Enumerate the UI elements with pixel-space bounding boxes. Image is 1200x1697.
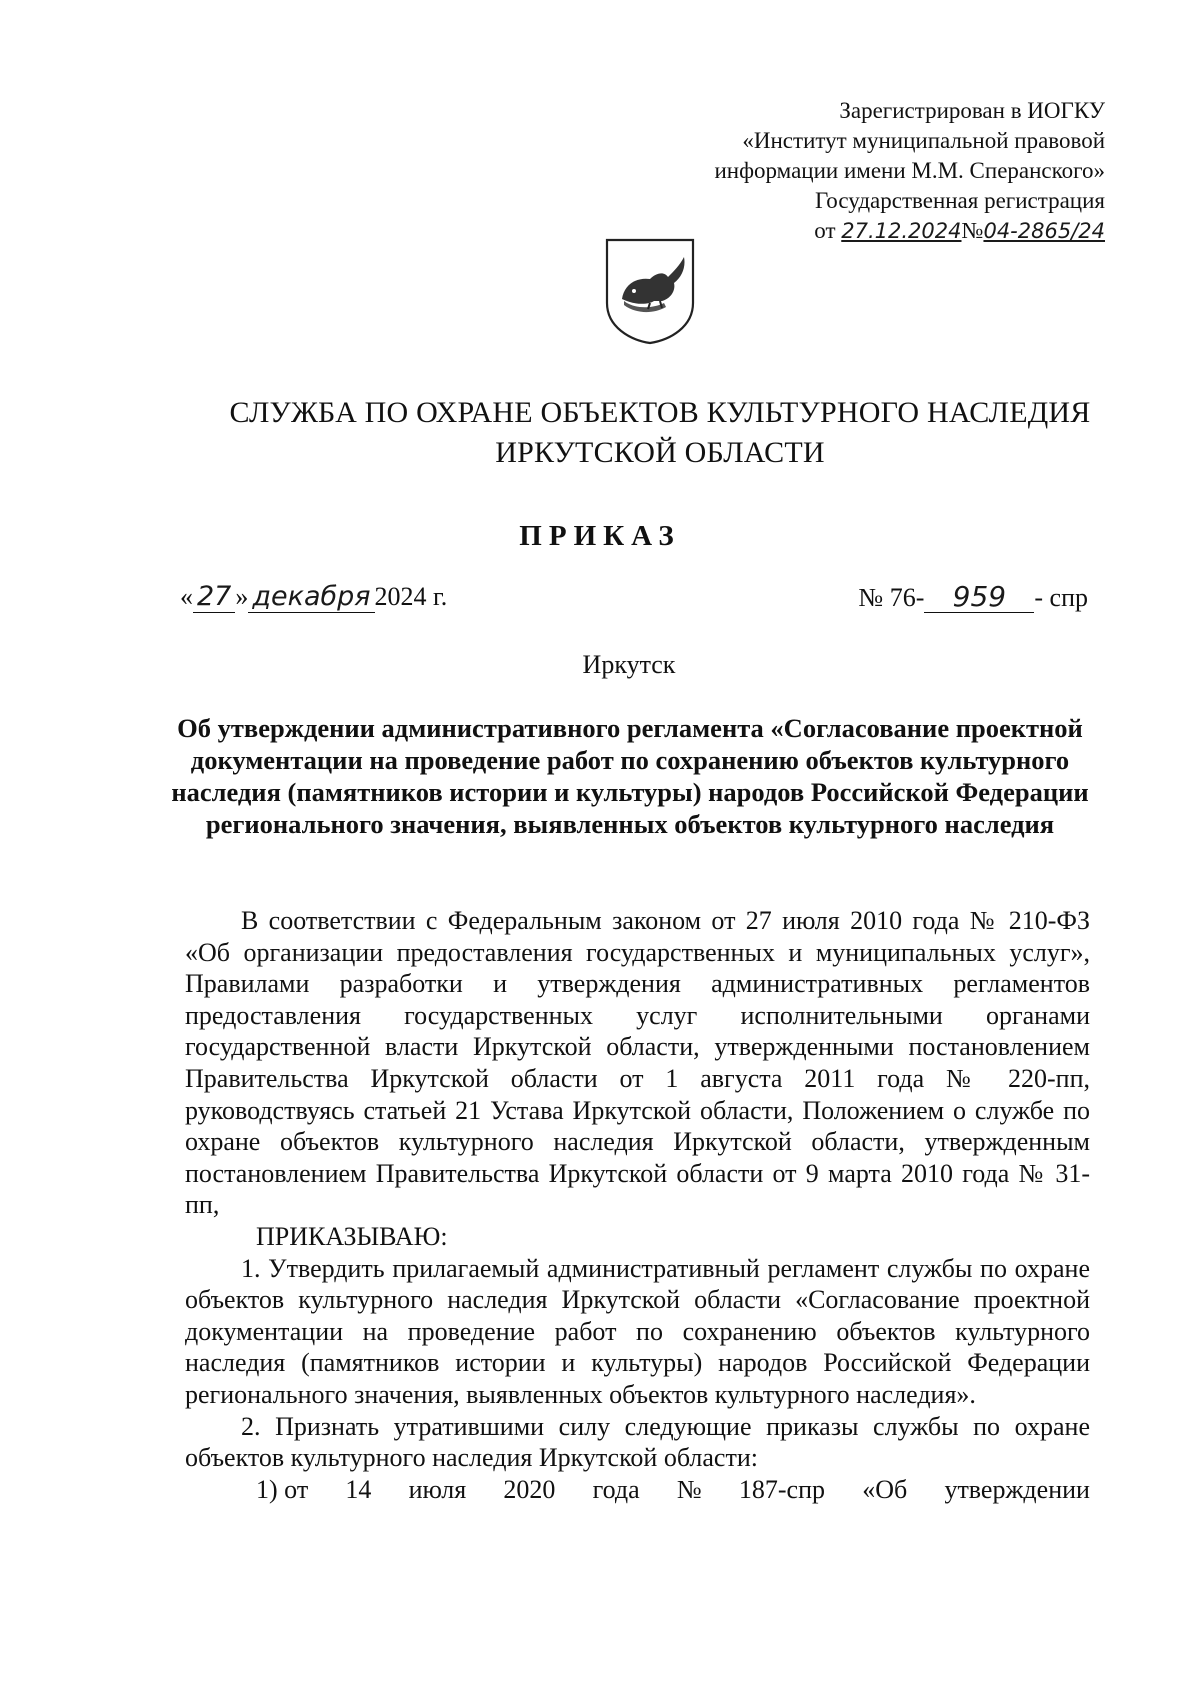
item-2-1-word: 2020 bbox=[503, 1474, 556, 1504]
item-2-1-word: утверждении bbox=[944, 1474, 1090, 1504]
item-2-1-word: «Об bbox=[862, 1474, 908, 1504]
item-2-1-word: № bbox=[676, 1474, 702, 1504]
item-2-1-word: 14 bbox=[345, 1474, 372, 1504]
order-subject: Об утверждении административного регламента «Согласование проектной документации на проведение работ по сохранению объектов культурного наследия (памятников истории и культуры) народов Российской Федерации регионального значения, выявленных объектов культурного наследия bbox=[171, 713, 1089, 839]
number-suffix: - спр bbox=[1034, 583, 1088, 612]
item-2-1-word: июля bbox=[408, 1474, 467, 1504]
date-close-quote: » bbox=[235, 582, 249, 611]
document-type-title: ПРИКАЗ bbox=[519, 520, 681, 552]
item-2-paragraph: 2. Признать утратившими силу следующие приказы службы по охране объектов культурного наследия Иркутской области: bbox=[185, 1411, 1090, 1473]
item-2-1-word: 187-спр bbox=[738, 1474, 826, 1504]
registration-line-1: Зарегистрирован в ИОГКУ bbox=[839, 98, 1105, 123]
registration-handwritten-date: 27.12.2024 bbox=[841, 219, 962, 243]
registration-line-4: Государственная регистрация bbox=[815, 188, 1105, 213]
item-2-1-word: 1) от bbox=[256, 1474, 309, 1504]
item-2-1-word: года bbox=[592, 1474, 640, 1504]
sable-coat-of-arms-icon bbox=[604, 237, 696, 345]
registration-from-prefix: от bbox=[814, 218, 836, 243]
organization-name bbox=[120, 393, 1200, 473]
registration-number-prefix: № bbox=[961, 218, 984, 243]
registration-line-3: информации имени М.М. Сперанского» bbox=[714, 158, 1105, 183]
preamble-paragraph: В соответствии с Федеральным законом от 27 июля 2010 года № 210-ФЗ «Об организации предоставления государственных и муниципальных услуг», Правилами разработки и утверждения административных регламентов предоставления государственных услуг исполнительными органами государственной власти Иркутской области, утвержденными постановлением Правительства Иркутской области от 1 августа 2011 года № 220-пп, руководствуясь статьей 21 Устава Иркутской области, Положением о службе по охране объектов культурного наследия Иркутской области, утвержденным постановлением Правительства Иркутской области от 9 марта 2010 года № 31-пп, bbox=[185, 906, 1090, 1220]
order-date bbox=[180, 582, 447, 613]
organization-line-2: ИРКУТСКОЙ ОБЛАСТИ bbox=[495, 436, 825, 469]
registration-line-2: «Институт муниципальной правовой bbox=[742, 128, 1105, 153]
registration-handwritten-number: 04-2865/24 bbox=[983, 219, 1105, 243]
registration-stamp bbox=[545, 96, 1105, 246]
city: Иркутск bbox=[582, 650, 676, 679]
date-open-quote: « bbox=[180, 582, 193, 611]
date-month: декабря bbox=[248, 582, 374, 613]
order-number bbox=[858, 582, 1088, 613]
item-1-paragraph: 1. Утвердить прилагаемый административный регламент службы по охране объектов культурного наследия Иркутской области «Согласование проектной документации на проведение работ по сохранению объектов культурного наследия (памятников истории и культуры) народов Российской Федерации регионального значения, выявленных объектов культурного наследия». bbox=[185, 1253, 1090, 1409]
number-value: 959 bbox=[924, 582, 1034, 613]
item-2-1-line bbox=[185, 1474, 1090, 1506]
date-year: 2024 г. bbox=[374, 582, 448, 611]
order-word: ПРИКАЗЫВАЮ: bbox=[256, 1221, 448, 1251]
number-prefix: № 76- bbox=[858, 583, 925, 612]
date-day: 27 bbox=[193, 582, 235, 613]
organization-line-1: СЛУЖБА ПО ОХРАНЕ ОБЪЕКТОВ КУЛЬТУРНОГО НАСЛЕДИЯ bbox=[229, 396, 1091, 429]
order-body bbox=[185, 905, 1090, 1505]
